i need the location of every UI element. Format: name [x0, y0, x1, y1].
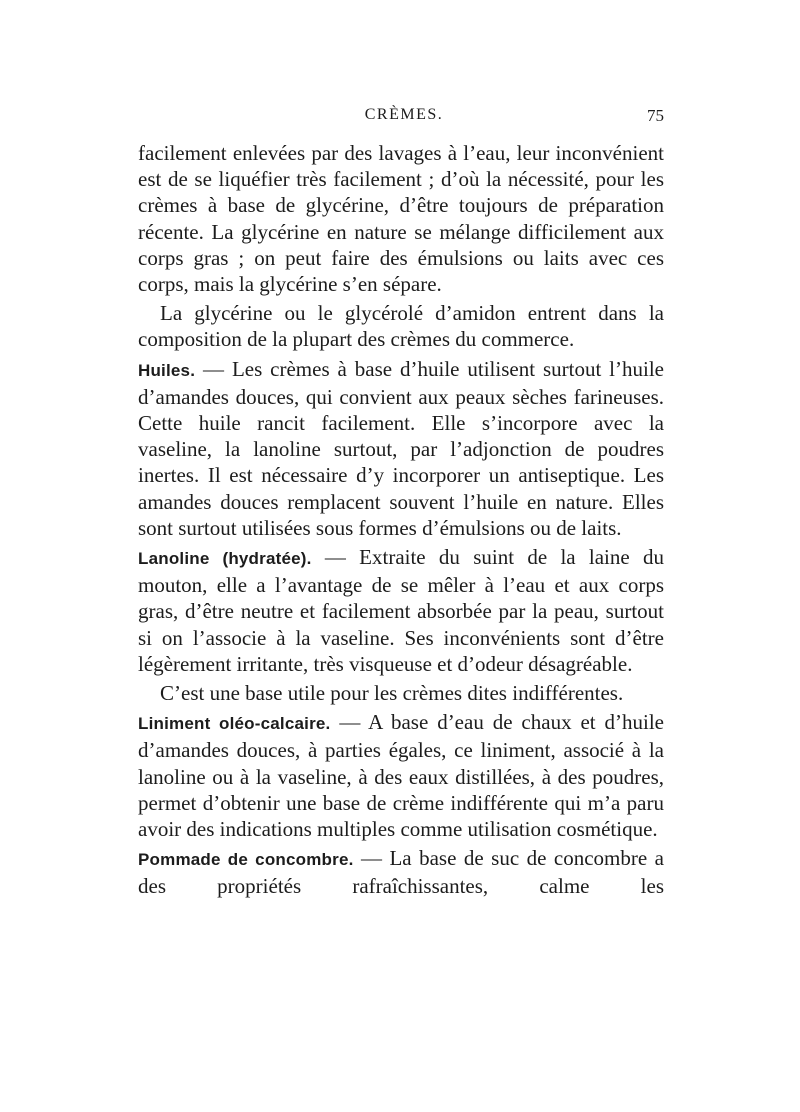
- section-heading-concombre: Pommade de concombre.: [138, 850, 354, 870]
- paragraph-text: C’est une base utile pour les crèmes dites indifférentes.: [160, 681, 624, 706]
- paragraph-text: La glycérine ou le glycérolé d’amidon entrent dans la composition de la plupart des crèmes du commerce.: [138, 301, 664, 352]
- section-heading-lanoline: Lanoline (hydratée).: [138, 549, 312, 569]
- body-text: [138, 140, 664, 903]
- paragraph-concombre: [138, 845, 664, 899]
- paragraph-text: facilement enlevées par des lavages à l’eau, leur inconvénient est de se liquéfier très facilement ; d’où la nécessité, pour les crèmes à base de glycérine, d’être toujours de préparation récente. La glycérine en nature se mélange difficilement aux corps gras ; on peut faire des émulsions ou laits avec ces corps, mais la glycérine s’en sépare.: [138, 141, 664, 297]
- section-heading-huiles: Huiles.: [138, 360, 196, 380]
- paragraph-text: — A base d’eau de chaux et d’huile d’amandes douces, à parties égales, ce liniment, associé à la lanoline ou à la vaseline, à des eaux distillées, à des poudres, permet d’obtenir une base de crème indifférente qui m’a paru avoir des indications multiples comme utilisation cosmétique.: [138, 710, 664, 842]
- paragraph-lanoline: [138, 544, 664, 677]
- paragraph-base-utile: [138, 680, 664, 706]
- paragraph-text: — Extraite du suint de la laine du mouton, elle a l’avantage de se mêler à l’eau et aux corps gras, d’être neutre et facilement absorbée par la peau, surtout si on l’associe à la vaseline. Ses inconvénients sont d’être légèrement irritante, très visqueuse et d’odeur désagréable.: [138, 545, 665, 676]
- paragraph-text: — La base de suc de concombre a des propriétés rafraîchissantes, calme les: [138, 846, 664, 899]
- paragraph-glycerine: [138, 300, 664, 352]
- running-title: CRÈMES.: [364, 106, 444, 123]
- paragraph-liniment: [138, 709, 664, 842]
- section-heading-liniment: Liniment oléo-calcaire.: [138, 714, 331, 734]
- paragraph-huiles: [138, 356, 664, 541]
- paragraph-continuation: [138, 140, 664, 297]
- paragraph-text: — Les crèmes à base d’huile utilisent surtout l’huile d’amandes douces, qui convient aux peaux sèches farineuses. Cette huile rancit facilement. Elle s’incorpore avec la vaseline, la lanoline surtout, par l’adjonction de poudres inertes. Il est nécessaire d’y incorporer un antiseptique. Les amandes douces remplacent souvent l’huile en nature. Elles sont surtout utilisées sous formes d’émulsions ou de laits.: [138, 356, 664, 540]
- running-head: [138, 106, 664, 132]
- page-number: 75: [647, 106, 664, 125]
